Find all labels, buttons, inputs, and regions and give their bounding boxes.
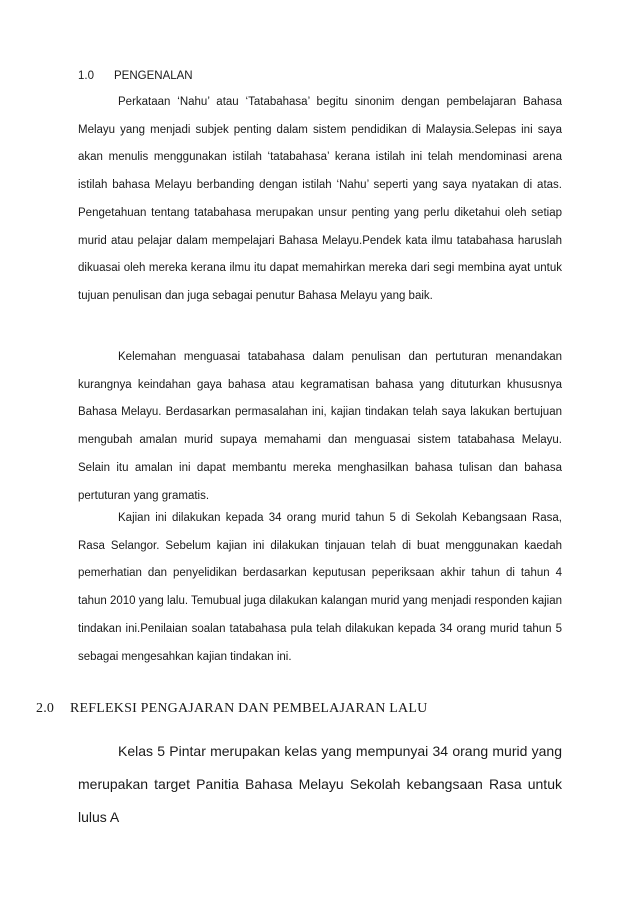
section-number: 2.0: [36, 701, 55, 716]
paragraph-kelemahan: Kelemahan menguasai tatabahasa dalam penulisan dan pertuturan menandakan kurangnya keindahan gaya bahasa atau kegramatisan bahasa yang dituturkan khususnya Bahasa Melayu. Berdasarkan permasalahan ini, kajian tindakan telah saya lakukan bertujuan mengubah amalan murid supaya memahami dan menguasai sistem tatabahasa Melayu. Selain itu amalan ini dapat membantu mereka menghasilkan bahasa tulisan dan bahasa pertuturan yang gramatis.: [78, 351, 562, 502]
paragraph-kajian: Kajian ini dilakukan kepada 34 orang murid tahun 5 di Sekolah Kebangsaan Rasa, Rasa Selangor. Sebelum kajian ini dilakukan tinjauan telah di buat menggunakan kaedah pemerhatian dan penyelidikan berdasarkan keputusan peperiksaan akhir tahun di tahun 4 tahun 2010 yang lalu. Temubual juga dilakukan kalangan murid yang menjadi responden kajian tindakan ini.Penilaian soalan tatabahasa pula telah dilakukan kepada 34 orang murid tahun 5 sebagai mengesahkan kajian tindakan ini.: [78, 512, 562, 663]
section-number: 1.0: [78, 70, 94, 82]
section-heading-refleksi: [36, 701, 427, 717]
section-heading-pengenalan: [78, 70, 193, 82]
section-title: REFLEKSI PENGAJARAN DAN PEMBELAJARAN LALU: [70, 701, 428, 716]
paragraph-intro-nahu: Perkataan ‘Nahu’ atau ‘Tatabahasa’ begitu sinonim dengan pembelajaran Bahasa Melayu yang menjadi subjek penting dalam sistem pendidikan di Malaysia.Selepas ini saya akan menulis menggunakan istilah ‘tatabahasa’ kerana istilah ini telah mendominasi arena istilah bahasa Melayu berbanding dengan istilah ‘Nahu’ seperti yang saya nyatakan di atas. Pengetahuan tentang tatabahasa merupakan unsur penting yang perlu diketahui oleh setiap murid atau pelajar dalam mempelajari Bahasa Melayu.Pendek kata ilmu tatabahasa haruslah dikuasai oleh mereka kerana ilmu itu dapat memahirkan mereka dari segi membina ayat untuk tujuan penulisan dan juga sebagai penutur Bahasa Melayu yang baik.: [78, 96, 562, 302]
section-title: PENGENALAN: [114, 70, 193, 82]
paragraph-kelas-5-pintar: Kelas 5 Pintar merupakan kelas yang mempunyai 34 orang murid yang merupakan target Panitia Bahasa Melayu Sekolah kebangsaan Rasa untuk lulus A: [78, 743, 562, 825]
